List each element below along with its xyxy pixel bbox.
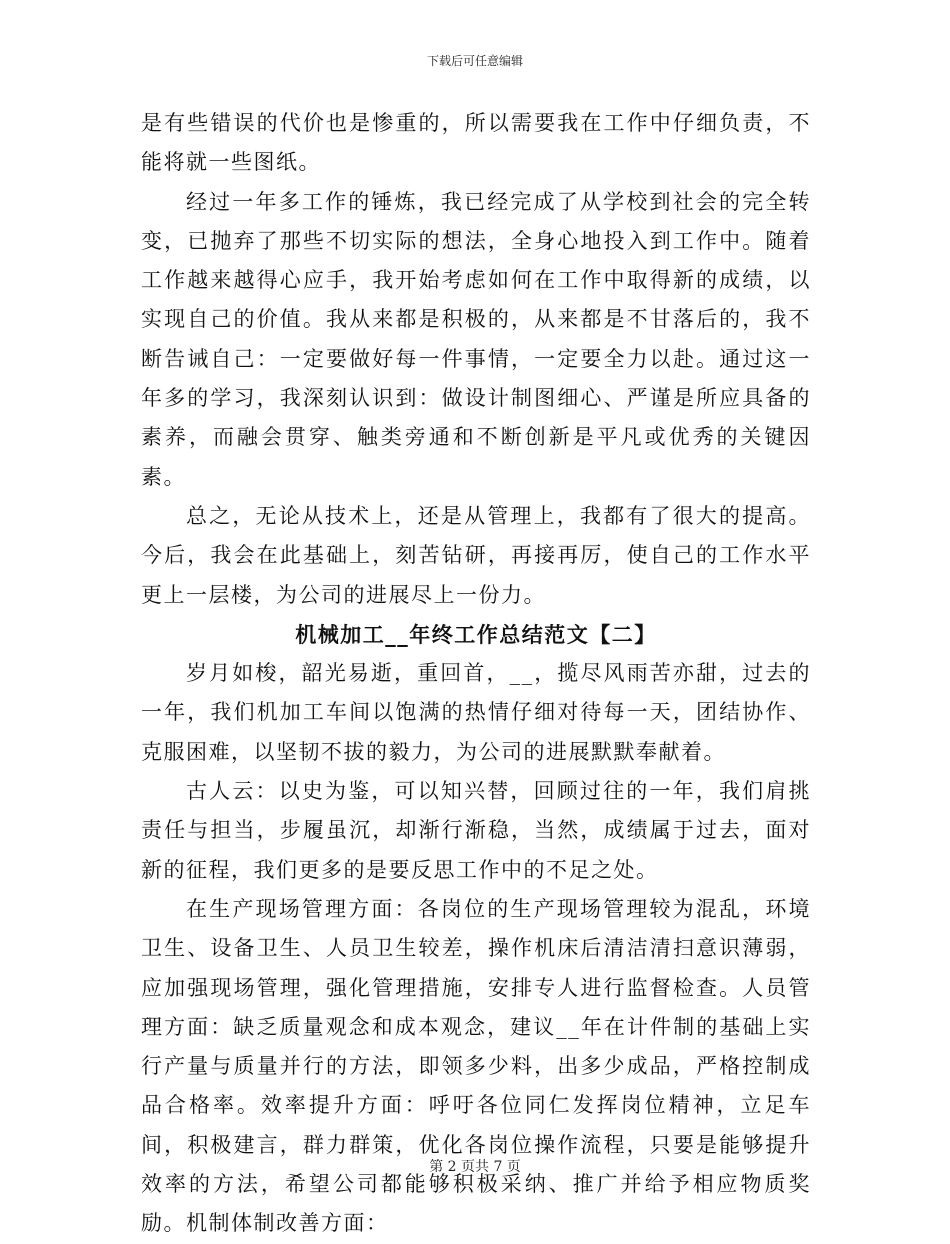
paragraph: 在生产现场管理方面：各岗位的生产现场管理较为混乱，环境卫生、设备卫生、人员卫生较差，操作机床后清洁清扫意识薄弱，应加强现场管理，强化管理措施，安排专人进行监督检查。人员管理方面：缺乏质量观念和成本观念，建议__年在计件制的基础上实行产量与质量并行的方法，即领多少料，出多少成品，严格控制成品合格率。效率提升方面：呼吁各位同仁发挥岗位精神，立足车间，积极建言，群力群策，优化各岗位操作流程，只要是能够提升效率的方法，希望公司都能够积极采纳、推广并给予相应物质奖励。机制体制改善方面： (141, 896, 811, 1236)
paragraph-continued: 是有些错误的代价也是惨重的，所以需要我在工作中仔细负责，不能将就一些图纸。 (141, 111, 811, 175)
paragraph: 岁月如梭，韶光易逝，重回首，__，揽尽风雨苦亦甜，过去的一年，我们机加工车间以饱满的热情仔细对待每一天，团结协作、克服困难，以坚韧不拔的毅力，为公司的进展默默奉献着。 (141, 661, 811, 764)
page-number: 第 2 页共 7 页 (429, 1159, 521, 1175)
section-title: 机械加工__年终工作总结范文【二】 (295, 621, 657, 647)
page-header: 下载后可任意编辑 (426, 54, 523, 68)
document-body (141, 104, 811, 1244)
paragraph: 古人云：以史为鉴，可以知兴替，回顾过往的一年，我们肩挑责任与担当，步履虽沉，却渐行渐稳，当然，成绩属于过去，面对新的征程，我们更多的是要反思工作中的不足之处。 (141, 779, 811, 882)
paragraph: 总之，无论从技术上，还是从管理上，我都有了很大的提高。今后，我会在此基础上，刻苦钻研，再接再厉，使自己的工作水平更上一层楼，为公司的进展尽上一份力。 (141, 503, 811, 607)
paragraph: 经过一年多工作的锤炼，我已经完成了从学校到社会的完全转变，已抛弃了那些不切实际的想法，全身心地投入到工作中。随着工作越来越得心应手，我开始考虑如何在工作中取得新的成绩，以实现自己的价值。我从来都是积极的，从来都是不甘落后的，我不断告诫自己：一定要做好每一件事情，一定要全力以赴。通过这一年多的学习，我深刻认识到：做设计制图细心、严谨是所应具备的素养，而融会贯穿、触类旁通和不断创新是平凡或优秀的关键因素。 (141, 189, 811, 489)
